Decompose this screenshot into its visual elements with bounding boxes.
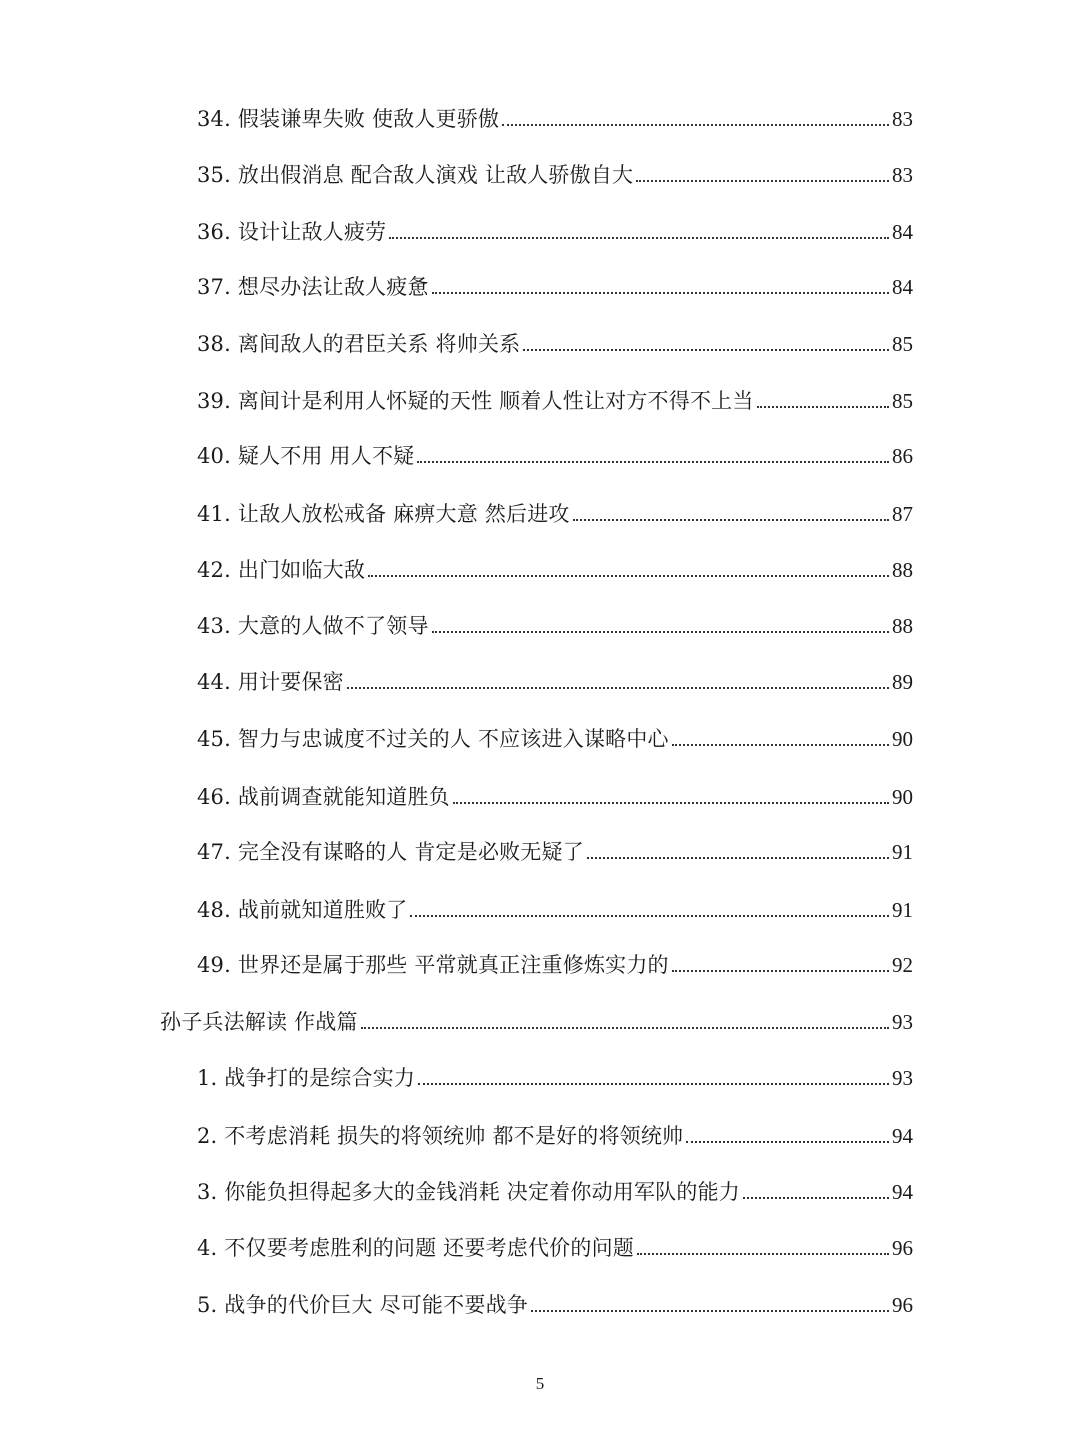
toc-entry[interactable]: [197, 161, 913, 189]
toc-entry[interactable]: [197, 105, 913, 133]
toc-entry-title: 46. 战前调查就能知道胜负: [197, 785, 450, 809]
toc-entry[interactable]: [197, 725, 913, 753]
toc-entry-page: 85: [892, 332, 913, 356]
toc-entry-title: 35. 放出假消息 配合敌人演戏 让敌人骄傲自大: [197, 163, 634, 187]
toc-entry-title: 49. 世界还是属于那些 平常就真正注重修炼实力的: [197, 953, 669, 977]
dot-leader: [686, 1141, 889, 1143]
dot-leader: [502, 124, 889, 126]
toc-entry[interactable]: [197, 1291, 913, 1319]
toc-entry-title: 3. 你能负担得起多大的金钱消耗 决定着你动用军队的能力: [197, 1180, 740, 1204]
toc-entry[interactable]: [197, 500, 913, 528]
toc-entry-page: 83: [892, 107, 913, 131]
toc-entry-page: 88: [892, 614, 913, 638]
dot-leader: [637, 1253, 889, 1255]
toc-entry-title: 45. 智力与忠诚度不过关的人 不应该进入谋略中心: [197, 727, 669, 751]
toc-entry[interactable]: [197, 896, 913, 924]
toc-chapter-entry[interactable]: [160, 1008, 913, 1036]
toc-entry-page: 89: [892, 670, 913, 694]
dot-leader: [361, 1027, 889, 1029]
dot-leader: [410, 915, 889, 917]
toc-entry-title: 39. 离间计是利用人怀疑的天性 顺着人性让对方不得不上当: [197, 389, 754, 413]
toc-entry[interactable]: [197, 612, 913, 640]
toc-entry-title: 38. 离间敌人的君臣关系 将帅关系: [197, 332, 521, 356]
toc-entry[interactable]: [197, 783, 913, 811]
toc-entry-title: 1. 战争打的是综合实力: [197, 1066, 416, 1090]
toc-entry-page: 93: [892, 1010, 913, 1034]
toc-entry-title: 37. 想尽办法让敌人疲惫: [197, 275, 429, 299]
toc-entry-title: 42. 出门如临大敌: [197, 558, 366, 582]
toc-entry[interactable]: [197, 442, 913, 470]
toc-entry-title: 36. 设计让敌人疲劳: [197, 220, 387, 244]
toc-entry-title: 41. 让敌人放松戒备 麻痹大意 然后进攻: [197, 502, 570, 526]
toc-entry-page: 87: [892, 502, 913, 526]
toc-entry-title: 5. 战争的代价巨大 尽可能不要战争: [197, 1293, 528, 1317]
toc-entry-page: 83: [892, 163, 913, 187]
dot-leader: [368, 575, 889, 577]
toc-entry-page: 84: [892, 220, 913, 244]
toc-entry[interactable]: [197, 838, 913, 866]
toc-entry[interactable]: [197, 387, 913, 415]
dot-leader: [389, 237, 889, 239]
toc-entry[interactable]: [197, 218, 913, 246]
toc-entry-title: 47. 完全没有谋略的人 肯定是必败无疑了: [197, 840, 584, 864]
toc-entry-page: 91: [892, 840, 913, 864]
toc-entry[interactable]: [197, 1064, 913, 1092]
dot-leader: [418, 1083, 889, 1085]
toc-entry-title: 40. 疑人不用 用人不疑: [197, 444, 415, 468]
toc-entry-page: 94: [892, 1124, 913, 1148]
toc-entry-page: 96: [892, 1293, 913, 1317]
dot-leader: [453, 802, 889, 804]
toc-entry-page: 84: [892, 275, 913, 299]
toc-entry[interactable]: [197, 1122, 913, 1150]
toc-chapter-title: 孙子兵法解读 作战篇: [160, 1010, 358, 1034]
toc-entry-title: 4. 不仅要考虑胜利的问题 还要考虑代价的问题: [197, 1236, 634, 1260]
toc-entry-title: 43. 大意的人做不了领导: [197, 614, 429, 638]
toc-entry-title: 34. 假装谦卑失败 使敌人更骄傲: [197, 107, 500, 131]
toc-entry-title: 44. 用计要保密: [197, 670, 344, 694]
toc-entry-page: 88: [892, 558, 913, 582]
dot-leader: [573, 519, 889, 521]
toc-entry[interactable]: [197, 951, 913, 979]
toc-entry-page: 96: [892, 1236, 913, 1260]
toc-entry-title: 48. 战前就知道胜败了: [197, 898, 408, 922]
toc-entry-page: 91: [892, 898, 913, 922]
toc-entry-title: 2. 不考虑消耗 损失的将领统帅 都不是好的将领统帅: [197, 1124, 684, 1148]
toc-entry-page: 92: [892, 953, 913, 977]
dot-leader: [347, 687, 889, 689]
toc-entry[interactable]: [197, 330, 913, 358]
toc-entry-page: 86: [892, 444, 913, 468]
toc-entry-page: 85: [892, 389, 913, 413]
dot-leader: [587, 857, 889, 859]
toc-entry[interactable]: [197, 1178, 913, 1206]
toc-entry[interactable]: [197, 668, 913, 696]
dot-leader: [757, 406, 889, 408]
dot-leader: [672, 970, 889, 972]
toc-entry[interactable]: [197, 273, 913, 301]
toc-entry-page: 90: [892, 785, 913, 809]
dot-leader: [531, 1310, 889, 1312]
dot-leader: [523, 349, 889, 351]
toc-entry-page: 93: [892, 1066, 913, 1090]
dot-leader: [432, 631, 889, 633]
toc-entry-page: 94: [892, 1180, 913, 1204]
dot-leader: [636, 180, 889, 182]
dot-leader: [417, 461, 889, 463]
toc-entry-page: 90: [892, 727, 913, 751]
toc-entry[interactable]: [197, 556, 913, 584]
dot-leader: [672, 744, 889, 746]
dot-leader: [743, 1197, 889, 1199]
page-number: 5: [535, 1374, 545, 1393]
dot-leader: [432, 292, 889, 294]
toc-entry[interactable]: [197, 1234, 913, 1262]
